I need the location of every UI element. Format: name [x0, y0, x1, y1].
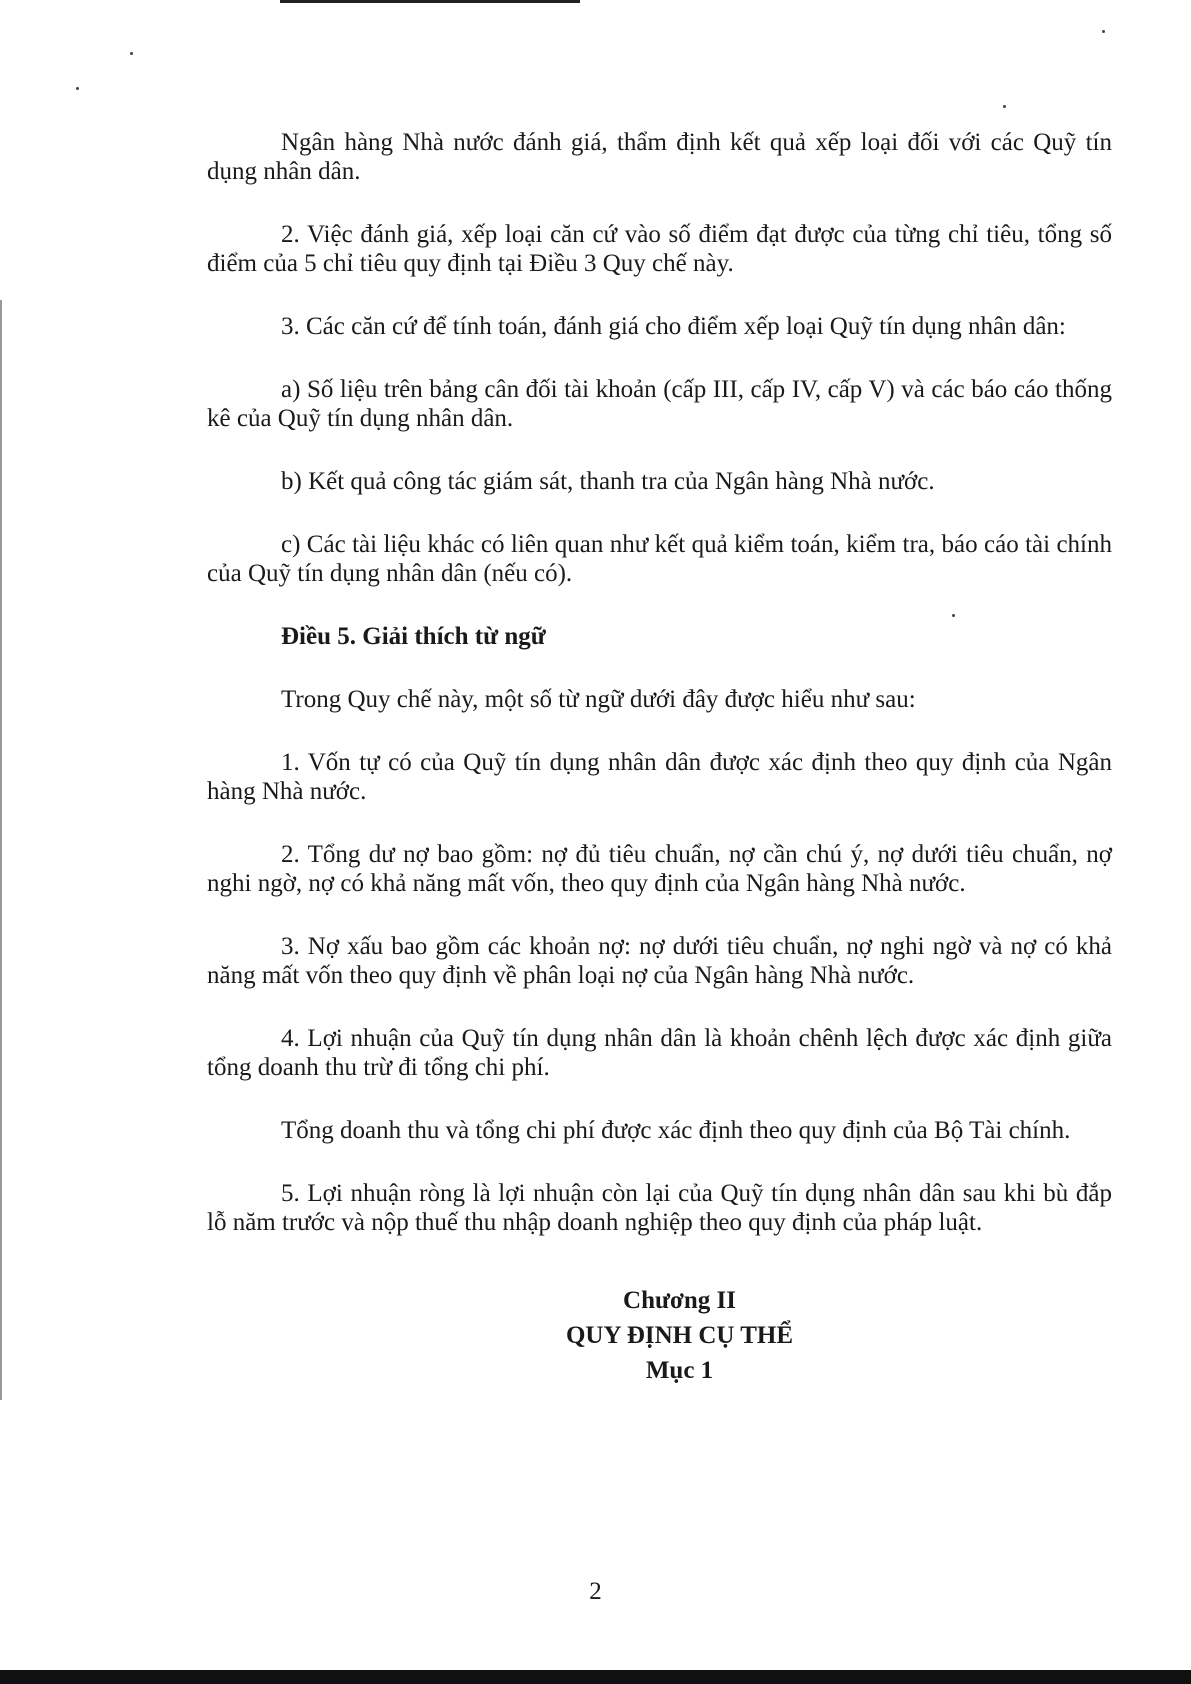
paragraph: 1. Vốn tự có của Quỹ tín dụng nhân dân được xác định theo quy định của Ngân hàng Nhà nước. — [207, 749, 1112, 805]
scan-speck — [1003, 105, 1006, 108]
paragraph: Tổng doanh thu và tổng chi phí được xác định theo quy định của Bộ Tài chính. — [281, 1117, 1071, 1144]
paragraph: b) Kết quả công tác giám sát, thanh tra của Ngân hàng Nhà nước. — [281, 468, 935, 495]
section-title: Mục 1 — [645, 1357, 714, 1384]
document-body — [207, 128, 1112, 1388]
article-heading: Điều 5. Giải thích từ ngữ — [281, 623, 546, 650]
paragraph: a) Số liệu trên bảng cân đối tài khoản (cấp III, cấp IV, cấp V) và các báo cáo thống kê của Quỹ tín dụng nhân dân. — [207, 376, 1112, 432]
paragraph: Ngân hàng Nhà nước đánh giá, thẩm định kết quả xếp loại đối với các Quỹ tín dụng nhân dân. — [207, 129, 1112, 185]
scan-edge-bottom — [0, 1670, 1191, 1684]
scan-speck — [1102, 30, 1105, 33]
chapter-number: Chương II — [623, 1287, 736, 1314]
paragraph: c) Các tài liệu khác có liên quan như kết quả kiểm toán, kiểm tra, báo cáo tài chính của Quỹ tín dụng nhân dân (nếu có). — [207, 531, 1112, 587]
paragraph: 4. Lợi nhuận của Quỹ tín dụng nhân dân là khoản chênh lệch được xác định giữa tổng doanh thu trừ đi tổng chi phí. — [207, 1025, 1112, 1081]
chapter-title: QUY ĐỊNH CỤ THỂ — [565, 1322, 794, 1349]
scan-edge-left — [0, 300, 2, 1400]
scan-speck — [76, 87, 79, 90]
paragraph: 3. Nợ xấu bao gồm các khoản nợ: nợ dưới tiêu chuẩn, nợ nghi ngờ và nợ có khả năng mất vốn theo quy định về phân loại nợ của Ngân hàng Nhà nước. — [207, 933, 1112, 989]
paragraph: 2. Tổng dư nợ bao gồm: nợ đủ tiêu chuẩn, nợ cần chú ý, nợ dưới tiêu chuẩn, nợ nghi ngờ, nợ có khả năng mất vốn, theo quy định của Ngân hàng Nhà nước. — [207, 841, 1112, 897]
scan-speck — [130, 52, 133, 55]
paragraph: 5. Lợi nhuận ròng là lợi nhuận còn lại của Quỹ tín dụng nhân dân sau khi bù đắp lỗ năm trước và nộp thuế thu nhập doanh nghiệp theo quy định của pháp luật. — [207, 1180, 1112, 1236]
paragraph: Trong Quy chế này, một số từ ngữ dưới đây được hiểu như sau: — [281, 686, 916, 713]
chapter-heading — [207, 1283, 1112, 1388]
scan-edge-top — [280, 0, 580, 3]
page-number: 2 — [589, 1578, 602, 1605]
paragraph: 3. Các căn cứ để tính toán, đánh giá cho điểm xếp loại Quỹ tín dụng nhân dân: — [281, 313, 1066, 340]
paragraph: 2. Việc đánh giá, xếp loại căn cứ vào số điểm đạt được của từng chỉ tiêu, tổng số điểm của 5 chỉ tiêu quy định tại Điều 3 Quy chế này. — [207, 221, 1112, 277]
